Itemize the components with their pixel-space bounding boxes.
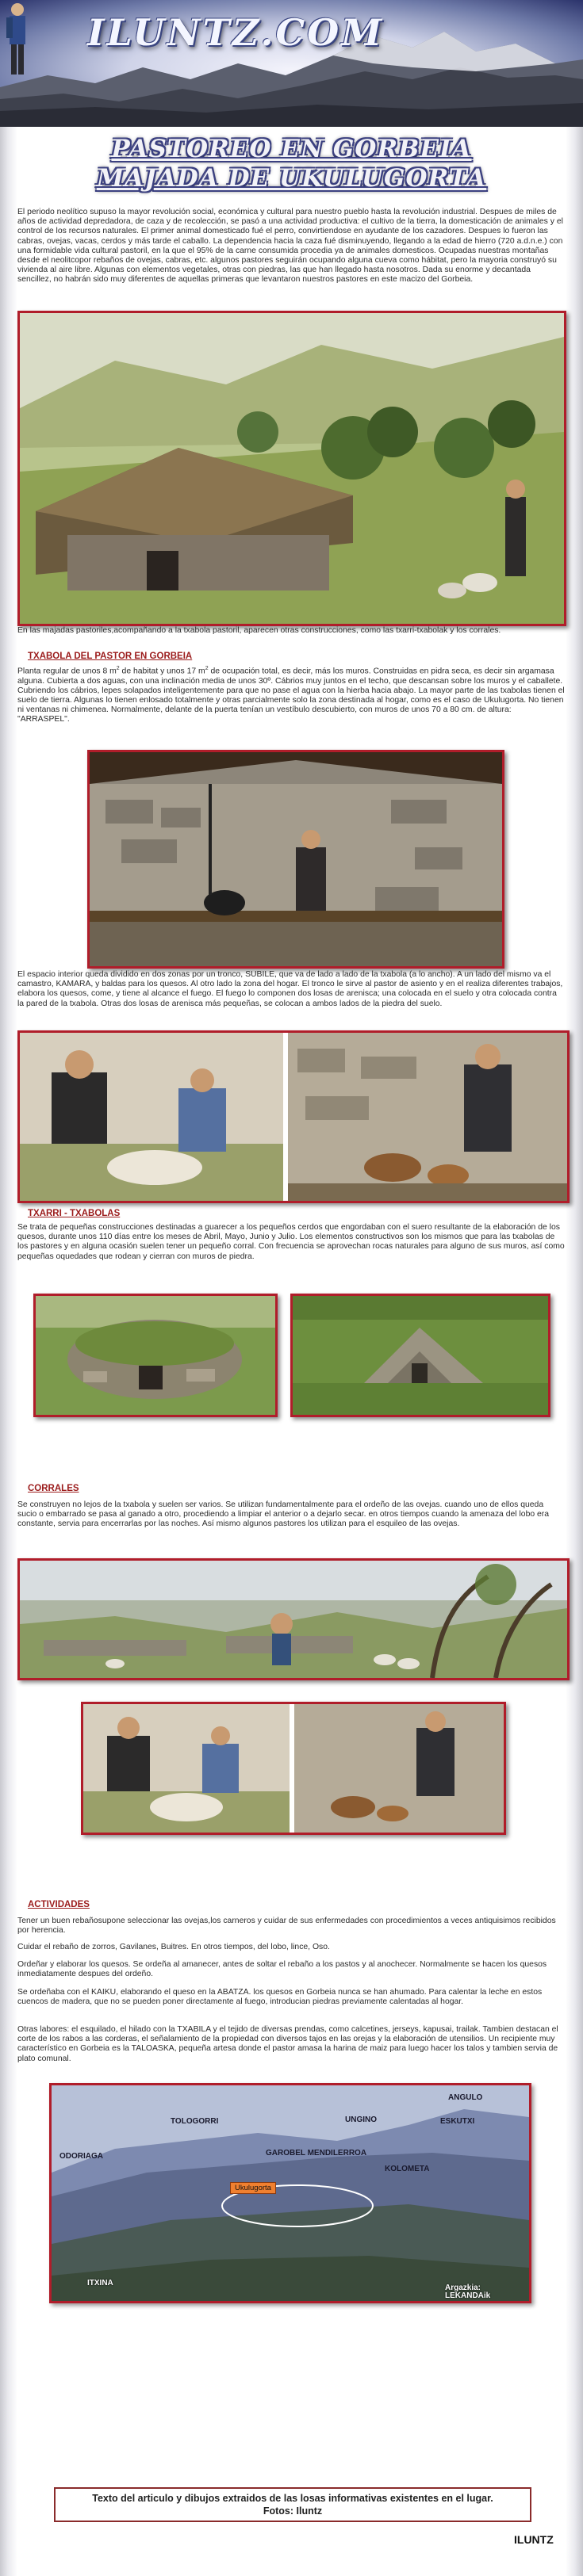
gorbeia-panorama-map: [49, 2083, 531, 2303]
header-banner: [0, 0, 583, 127]
label-angulo: ANGULO: [448, 2093, 483, 2102]
label-ukulugorta: Ukulugorta: [230, 2182, 276, 2194]
label-garobel: GAROBEL MENDILERROA: [266, 2149, 367, 2157]
txarri-txabola-photo-2: [290, 1294, 550, 1417]
site-logo[interactable]: ILUNTZ.COM: [87, 11, 385, 54]
intro-paragraph: El periodo neolítico supuso la mayor revolución social, económica y cultural para nuestro pueblo hasta la revolución industrial. Despues de miles de años de actividad depredadora, de caza y de recolección, se pasó a una actividad productiva: el cultivo de la tierra, la domesticación de animales y el control de los recursos naturales. El primer animal domesticado fué el perro, convirtiendose en ayudante de los cazadores. Despues lo fueron las cabras, ovejas, vacas, cerdos y más tarde el caballo. La dependencia hacia la caza fué disminuyendo, llegando a la edad de hierro (720 a.d.n.e.) con una formidable vida cultural pastoril, en la que el 95% de la carne consumida procedia ya de animales domesticos. Ocupadas nuestras montañas desde el neolitcopor rebaños de ovejas, cabras, etc. algunos pastores seguirán ocupando alguna cueva como hábitat, pero la mayoria construyó su vivienda al aire libre. Algunas con elementos vegetales, otras con piedras, las que han llegado hasta nosotros. Dada su enorme y decantada sencillez, no habrán sido muy diferentes de aquellas primeras que levantaron nuestros pastores en este macizo del Gorbeia.: [17, 208, 563, 285]
ordeno-illustrations: [81, 1702, 506, 1835]
section-corrales-heading: CORRALES: [28, 1484, 79, 1493]
page-title-line-2: MAJADA DE UKULUGORTA: [96, 164, 487, 193]
txabola-description: Planta regular de unos 8 $m^2$ de habitat y unos 17 $m^2$ de ocupación total, es decir, más los muros. Construidas en pidra seca, es decir sin argamasa alguna. Cubierta a dos aguas, con una inclinación media de unos 30º. Cábrios muy juntos en el techo, que descansan sobre los muros y el caballete. Cubriendo los cábrios, lepes solapados inteligentemente para que no pase el agua con la hierba hacia abajo. La mayor parte de las txabolas tienen el suelo de tierra. Algunas lo tienen enlosado totalmente y otras parcialmente solo la zona destinada al hogar, como es el caso de Ukulugorta. No tienen ni ventanas ni chimenea. Normalmente, delante de la puerta tenían un vestíbulo descubierto, con muros de unos 70 a 80 cm. de altura: "ARRASPEL".: [17, 666, 565, 724]
label-lekandaik: LEKANDAik: [445, 2291, 491, 2300]
corrales-description: Se construyen no lejos de la txabola y suelen ser varios. Se utilizan fundamentalmente para el ordeño de las ovejas. cuando uno de ellos queda sucio o embarrado se pasa al ganado a otro, procediendo a limpiar el anterior o a dejarlo secar. en otros tiempos cuando la amenaza del lobo era constante, servia para encerrarlas por las noches. Así mismo algunos pastores los utilizan para el esquileo de las ovejas.: [17, 1500, 550, 1529]
label-ungino: UNGINO: [345, 2115, 377, 2124]
hiker-figure: [0, 0, 35, 79]
actividades-item-3: Ordeñar y elaborar los quesos. Se ordeña al amanecer, antes de soltar el rebaño a los pastos y al anochecer. Normalmente se hacen los quesos inmediatamente despues del ordeño.: [17, 1960, 547, 1979]
page-title-line-1: PASTOREO EN GORBEIA: [111, 135, 472, 163]
corrales-illustrations: [17, 1558, 570, 1680]
caption-majadas: En las majadas pastoriles,acompañando a la txabola pastoril, aparecen otras construcciones, como las txarri-txabolak y los corrales.: [17, 626, 501, 635]
label-kolometa: KOLOMETA: [385, 2165, 430, 2173]
section-txarri-heading: TXARRI - TXABOLAS: [28, 1209, 121, 1218]
section-actividades-heading: ACTIVIDADES: [28, 1900, 90, 1909]
shepherd-work-illustrations: [17, 1030, 570, 1203]
label-eskutxi: ESKUTXI: [440, 2117, 475, 2126]
txarri-txabola-photo-1: [33, 1294, 278, 1417]
credits-box: [54, 2487, 531, 2522]
section-txabola-heading: TXABOLA DEL PASTOR EN GORBEIA: [28, 652, 193, 661]
actividades-item-4: Se ordeñaba con el KAIKU, elaborando el queso en la ABATZA. los quesos en Gorbeia nunca se han ahumado. Para calentar la leche en estos cuencos de madera, que no se pueden poner directamente al fuego, introducian piedras previamente calentadas al hogar.: [17, 1988, 543, 2007]
label-itxina: ITXINA: [87, 2279, 113, 2287]
actividades-item-5: Otras labores: el esquilado, el hilado con la TXABILA y el tejido de diversas prendas, como calcetines, jerseys, kapusai, trailak. Tambien destacan el corte de los rabos a las corderas, el señalamiento de la propiedad con diversos tajos en las orejas y la elaboración de utensilios. Un recipiente muy característico en Gorbeia es la TALOASKA, pequeña artesa donde el pastor amasa la harina de maiz para luego hacer los talos y tambien servia de plato comunal.: [17, 2025, 558, 2063]
txabola-illustration: [17, 311, 566, 626]
txabola-interior-illustration: [87, 750, 504, 969]
txarri-description: Se trata de pequeñas construcciones destinadas a guarecer a los pequeños cerdos que engordaban con el suero resultante de la elaboración de los quesos, durante unos 110 días entre los meses de Abril, Mayo, Junio y Julio. Los elementos constructivos son los mismos que para las txabolas de los pastores y en alguna ocasión suelen tener un pequeño corral. Con frecuencia se aprovechan rocas naturales para alguno de sus muros, así como pequeñas oquedades que rodean y cierran con muros de piedra.: [17, 1223, 565, 1261]
label-odoriaga: ODORIAGA: [59, 2152, 103, 2161]
actividades-item-2: Cuidar el rebaño de zorros, Gavilanes, Buitres. En otros tiempos, del lobo, lince, Oso.: [17, 1943, 330, 1951]
actividades-item-1: Tener un buen rebañosupone seleccionar las ovejas,los carneros y cuidar de sus enfermedades con procedimientos a veces antiquisimos recibidos por herencia.: [17, 1917, 556, 1936]
credits-line-2: Fotos: Iluntz: [263, 2505, 323, 2517]
interior-description: El espacio interior queda dividido en dos zonas por un tronco, SUBILE, que va de lado a lado de la txabola (a lo ancho). A un lado del mismo va el camastro, KAMARA, y baldas para los quesos. Al otro lado la zona del hogar. El tronco le sirve al pastor de asiento y en el realiza diferentes trabajos, elabora los quesos, come, y tiene al alcance el fuego. El fuego lo componen dos losas de arenisca; una colocada en el suelo y otra colocada contra la pared de la txabola. Otras dos losas de arenisca más pequeñas, se colocan a ambos lados de la piedra del suelo.: [17, 970, 563, 1008]
footer-brand[interactable]: ILUNTZ: [514, 2533, 554, 2546]
credits-line-1: Texto del articulo y dibujos extraidos de las losas informativas existentes en el lugar.: [92, 2493, 493, 2504]
label-argazkia: Argazkia:: [445, 2284, 481, 2292]
label-tologorri: TOLOGORRI: [171, 2117, 219, 2126]
